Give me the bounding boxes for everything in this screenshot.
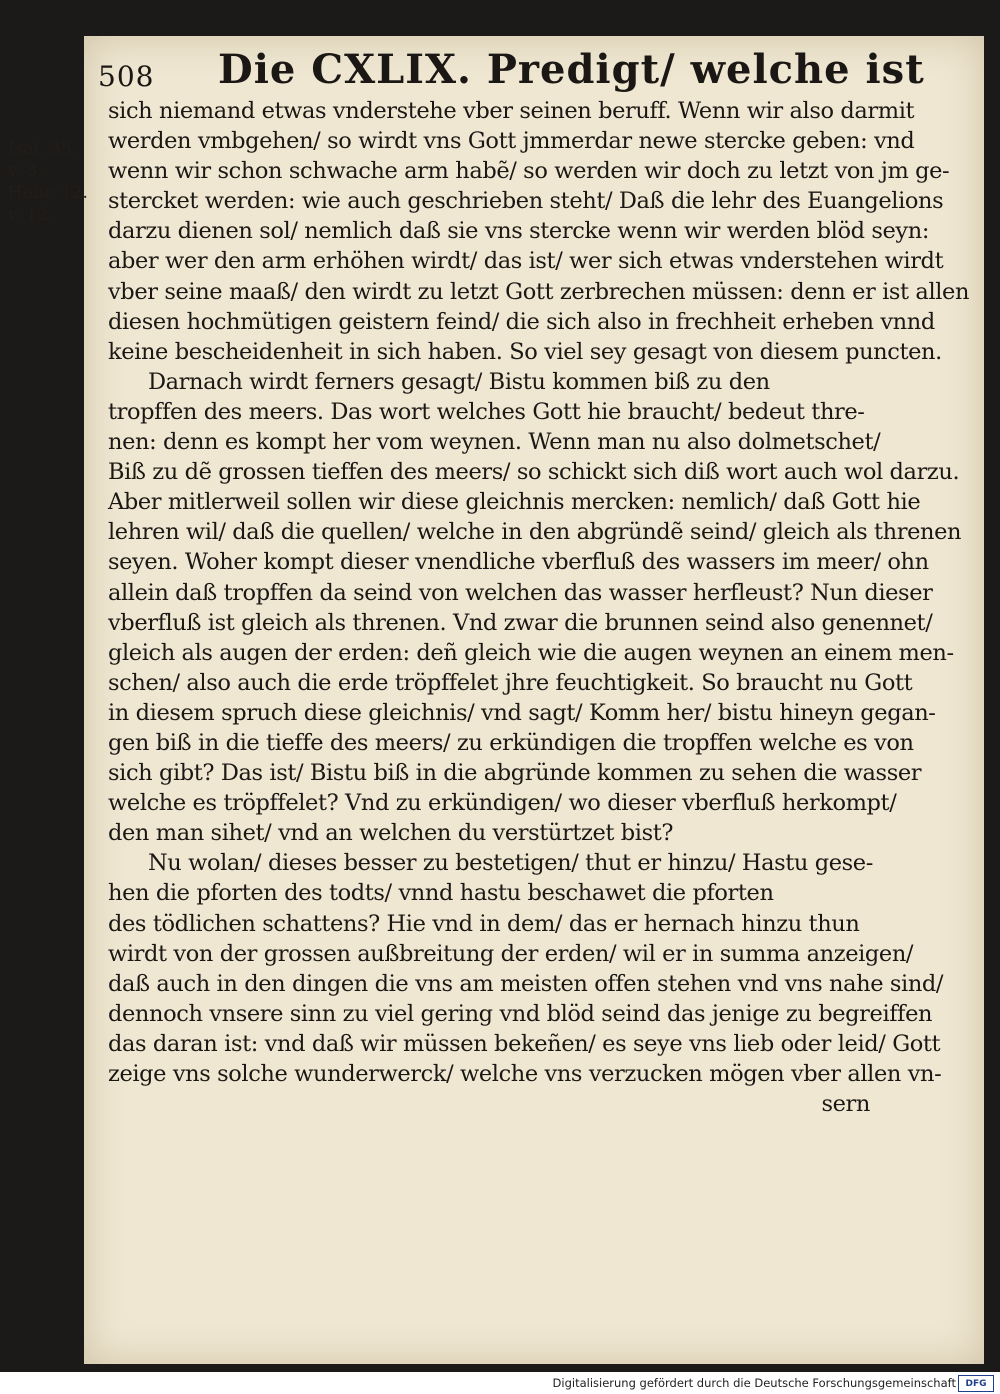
page-header xyxy=(98,46,925,100)
text-line: lehren wil/ daß die quellen/ welche in den abgründẽ seind/ gleich als threnen xyxy=(108,519,962,546)
text-line: welche es tröpffelet? Vnd zu erkündigen/ wo dieser vberfluß herkompt/ xyxy=(108,790,897,817)
margin-notes xyxy=(8,138,90,226)
text-line: daß auch in den dingen die vns am meisten offen stehen vnd vns nahe sind/ xyxy=(108,970,944,997)
text-line: Biß zu dẽ grossen tieffen des meers/ so schickt sich diß wort auch wol darzu. xyxy=(108,459,960,486)
catchword: sern xyxy=(821,1091,870,1118)
text-line: werden vmbgehen/ so wirdt vns Gott jmmerdar newe stercke geben: vnd xyxy=(108,128,915,155)
digitization-footer xyxy=(0,1372,1000,1394)
text-line: tropffen des meers. Das wort welches Gott hie braucht/ bedeut thre- xyxy=(108,398,865,425)
dfg-logo-icon: DFG xyxy=(958,1375,994,1392)
margin-note: Hebr. 12. xyxy=(8,183,88,203)
margin-note: v. 3. xyxy=(8,161,43,181)
margin-note: Isai. 35. xyxy=(8,139,77,159)
margin-note: v. 12. xyxy=(8,205,54,225)
text-line: gen biß in die tieffe des meers/ zu erkündigen die tropffen welche es von xyxy=(108,729,914,756)
body-text xyxy=(108,96,970,1119)
text-line: des tödlichen schattens? Hie vnd in dem/ das er hernach hinzu thun xyxy=(108,910,860,937)
text-line: hen die pforten des todts/ vnnd hastu beschawet die pforten xyxy=(108,880,774,907)
text-line: Aber mitlerweil sollen wir diese gleichnis mercken: nemlich/ daß Gott hie xyxy=(108,489,921,516)
text-line: darzu dienen sol/ nemlich daß sie vns stercke wenn wir werden blöd seyn: xyxy=(108,218,930,245)
text-line: Nu wolan/ dieses besser zu bestetigen/ thut er hinzu/ Hastu gese- xyxy=(148,850,873,877)
text-line: den man sihet/ vnd an welchen du verstürtzet bist? xyxy=(108,820,674,847)
text-line: aber wer den arm erhöhen wirdt/ das ist/ wer sich etwas vnderstehen wirdt xyxy=(108,248,944,275)
text-line: seyen. Woher kompt dieser vnendliche vberfluß des wassers im meer/ ohn xyxy=(108,549,929,576)
text-line: wenn wir schon schwache arm habẽ/ so werden wir doch zu letzt von jm ge- xyxy=(108,158,950,185)
text-line: wirdt von der grossen außbreitung der erden/ wil er in summa anzeigen/ xyxy=(108,940,914,967)
text-line: dennoch vnsere sinn zu viel gering vnd blöd seind das jenige zu begreiffen xyxy=(108,1000,933,1027)
text-line: schen/ also auch die erde tröpffelet jhre feuchtigkeit. So braucht nu Gott xyxy=(108,669,913,696)
running-head: Die CXLIX. Predigt/ welche ist xyxy=(218,46,925,93)
footer-credit: Digitalisierung gefördert durch die Deutsche Forschungsgemeinschaft xyxy=(552,1376,956,1390)
text-line: gleich als augen der erden: deñ gleich wie die augen weynen an einem men- xyxy=(108,639,954,666)
text-line: vber seine maaß/ den wirdt zu letzt Gott zerbrechen müssen: denn er ist allen xyxy=(108,278,970,305)
text-line: diesen hochmütigen geistern feind/ die sich also in frechheit erheben vnnd xyxy=(108,308,935,335)
text-line: keine bescheidenheit in sich haben. So viel sey gesagt von diesem puncten. xyxy=(108,338,942,365)
text-line: sich niemand etwas vnderstehe vber seinen beruff. Wenn wir also darmit xyxy=(108,98,915,124)
text-line: nen: denn es kompt her vom weynen. Wenn man nu also dolmetschet/ xyxy=(108,429,881,456)
text-line: zeige vns solche wunderwerck/ welche vns verzucken mögen vber allen vn- xyxy=(108,1061,942,1087)
text-line: Darnach wirdt ferners gesagt/ Bistu kommen biß zu den xyxy=(148,368,770,395)
text-line: das daran ist: vnd daß wir müssen bekeñen/ es seye vns lieb oder leid/ Gott xyxy=(108,1030,941,1057)
page-number: 508 xyxy=(98,60,155,93)
text-line: stercket werden: wie auch geschrieben steht/ Daß die lehr des Euangelions xyxy=(108,188,944,215)
text-line: sich gibt? Das ist/ Bistu biß in die abgründe kommen zu sehen die wasser xyxy=(108,760,922,787)
text-line: vberfluß ist gleich als threnen. Vnd zwar die brunnen seind also genennet/ xyxy=(108,609,933,636)
text-line: in diesem spruch diese gleichnis/ vnd sagt/ Komm her/ bistu hineyn gegan- xyxy=(108,699,936,726)
text-line: allein daß tropffen da seind von welchen das wasser herfleust? Nun dieser xyxy=(108,579,933,606)
